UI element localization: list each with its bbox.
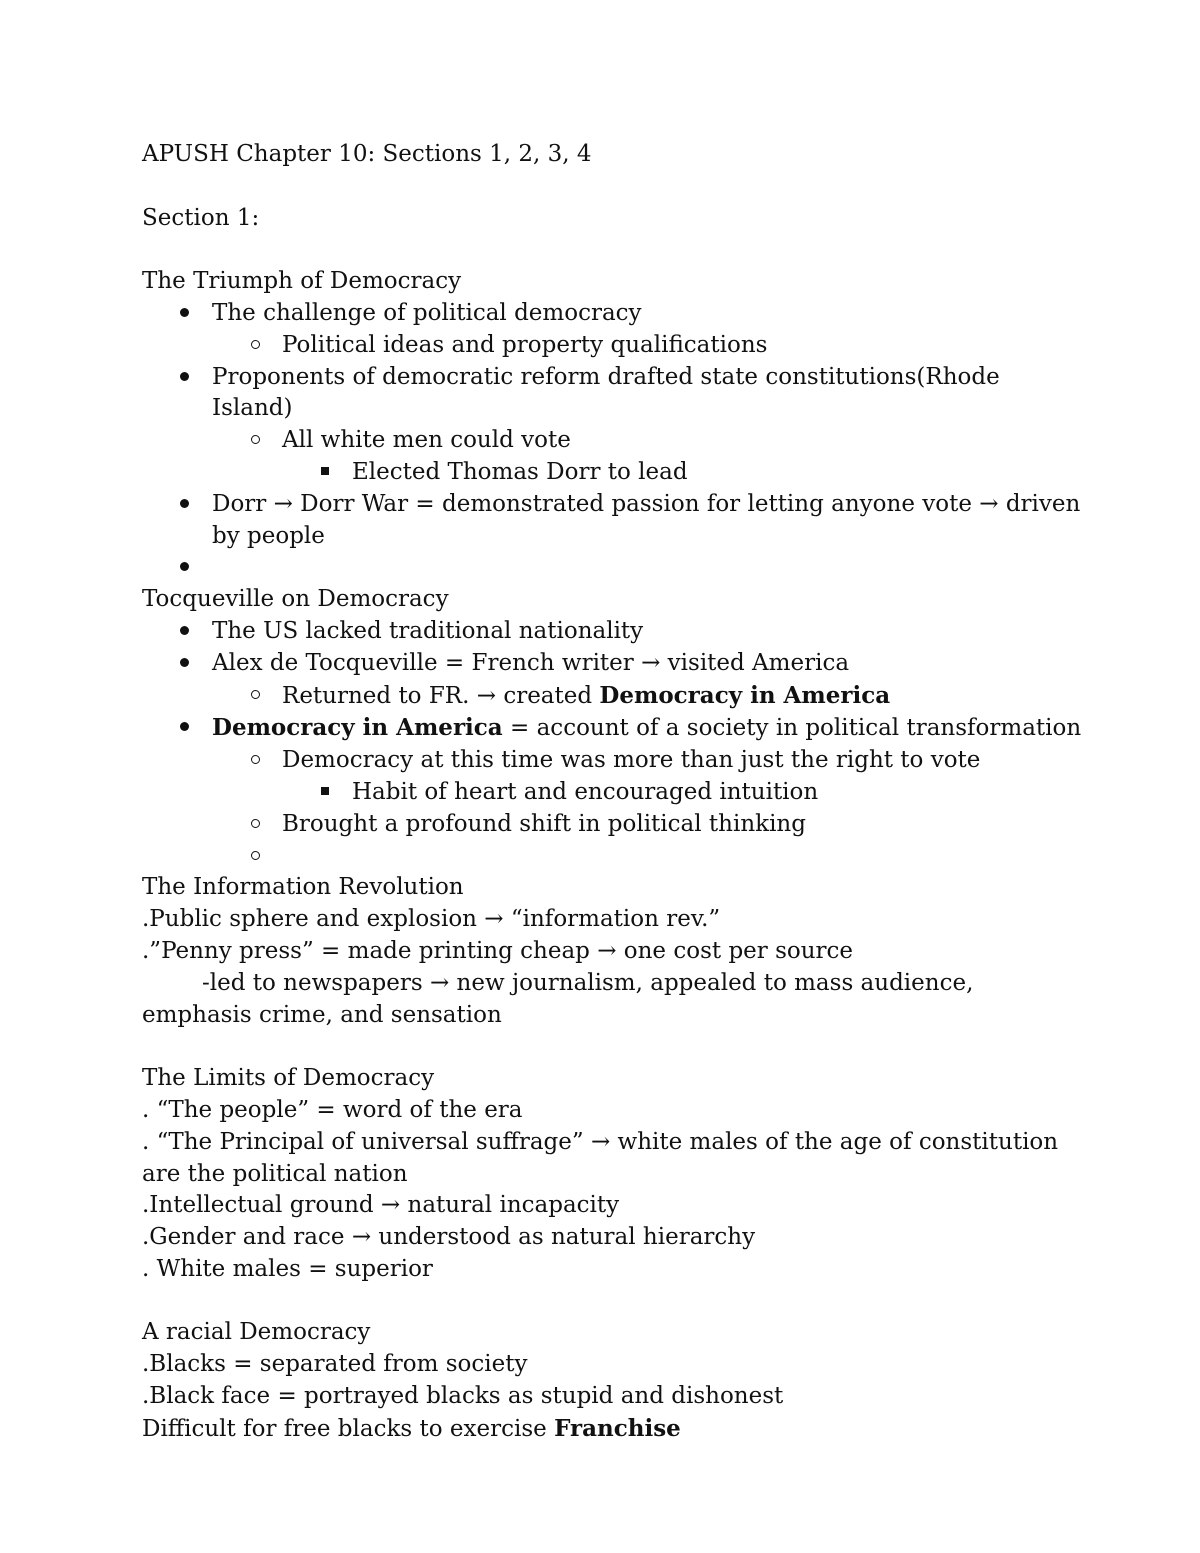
- book-title: Democracy in America: [599, 681, 891, 709]
- text-line: -led to newspapers → new journalism, appealed to mass audience,: [202, 969, 974, 996]
- text-line: . “The Principal of universal suffrage” → white males of the age of constitution: [142, 1128, 1059, 1155]
- section-label: Section 1:: [142, 204, 260, 231]
- hollow-bullet-icon: [245, 745, 265, 777]
- bullet-icon: [174, 489, 194, 521]
- bullet-icon: [174, 648, 194, 680]
- text-line: .Intellectual ground → natural incapacity: [142, 1192, 620, 1219]
- list-item: Democracy in America = account of a society in political transformation: [142, 712, 1082, 745]
- list-item: Elected Thomas Dorr to lead: [142, 457, 1082, 489]
- hollow-bullet-icon: [245, 425, 265, 457]
- bullet-icon: [174, 552, 194, 584]
- square-bullet-icon: [315, 457, 335, 489]
- bullet-icon: [174, 712, 194, 744]
- text-line: .Black face = portrayed blacks as stupid and dishonest: [142, 1383, 784, 1410]
- text-line: . “The people” = word of the era: [142, 1096, 523, 1123]
- text-line: .Gender and race → understood as natural hierarchy: [142, 1224, 756, 1251]
- heading-information: The Information Revolution: [142, 874, 464, 901]
- list-item: Alex de Tocqueville = French writer → visited America: [142, 648, 1082, 680]
- document-page: [142, 139, 1082, 1446]
- text-line: .”Penny press” = made printing cheap → one cost per source: [142, 937, 854, 964]
- empty-list-item: [142, 552, 1082, 584]
- list-item: Democracy at this time was more than just the right to vote: [142, 745, 1082, 777]
- hollow-bullet-icon: [245, 841, 265, 873]
- book-title: Democracy in America: [212, 714, 503, 742]
- heading-tocqueville: Tocqueville on Democracy: [142, 586, 449, 613]
- text-line: .Public sphere and explosion → “information rev.”: [142, 906, 721, 933]
- heading-triumph: The Triumph of Democracy: [142, 268, 462, 295]
- list-item: All white men could vote: [142, 425, 1082, 457]
- hollow-bullet-icon: [245, 809, 265, 841]
- list-item: Political ideas and property qualifications: [142, 330, 1082, 362]
- text-line: are the political nation: [142, 1160, 408, 1187]
- text-line: . White males = superior: [142, 1255, 433, 1282]
- list-item: Proponents of democratic reform drafted state constitutions(Rhode Island): [142, 362, 1082, 426]
- text-line: emphasis crime, and sensation: [142, 1001, 502, 1028]
- bullet-icon: [174, 616, 194, 648]
- list-item: Returned to FR. → created Democracy in America: [142, 680, 1082, 713]
- bullet-icon: [174, 298, 194, 330]
- list-item: Habit of heart and encouraged intuition: [142, 777, 1082, 809]
- square-bullet-icon: [315, 777, 335, 809]
- text-line: .Blacks = separated from society: [142, 1351, 528, 1378]
- franchise-term: Franchise: [554, 1414, 681, 1442]
- list-item: Brought a profound shift in political thinking: [142, 809, 1082, 841]
- list-item: The US lacked traditional nationality: [142, 616, 1082, 648]
- hollow-bullet-icon: [245, 680, 265, 712]
- hollow-bullet-icon: [245, 330, 265, 362]
- empty-list-item: [142, 841, 1082, 873]
- heading-racial: A racial Democracy: [142, 1319, 371, 1346]
- document-title: APUSH Chapter 10: Sections 1, 2, 3, 4: [142, 141, 592, 167]
- bullet-icon: [174, 362, 194, 394]
- text-line: Difficult for free blacks to exercise Franchise: [142, 1414, 681, 1442]
- list-item: Dorr → Dorr War = demonstrated passion for letting anyone vote → driven by people: [142, 489, 1082, 553]
- list-item: The challenge of political democracy: [142, 298, 1082, 330]
- heading-limits: The Limits of Democracy: [142, 1065, 435, 1092]
